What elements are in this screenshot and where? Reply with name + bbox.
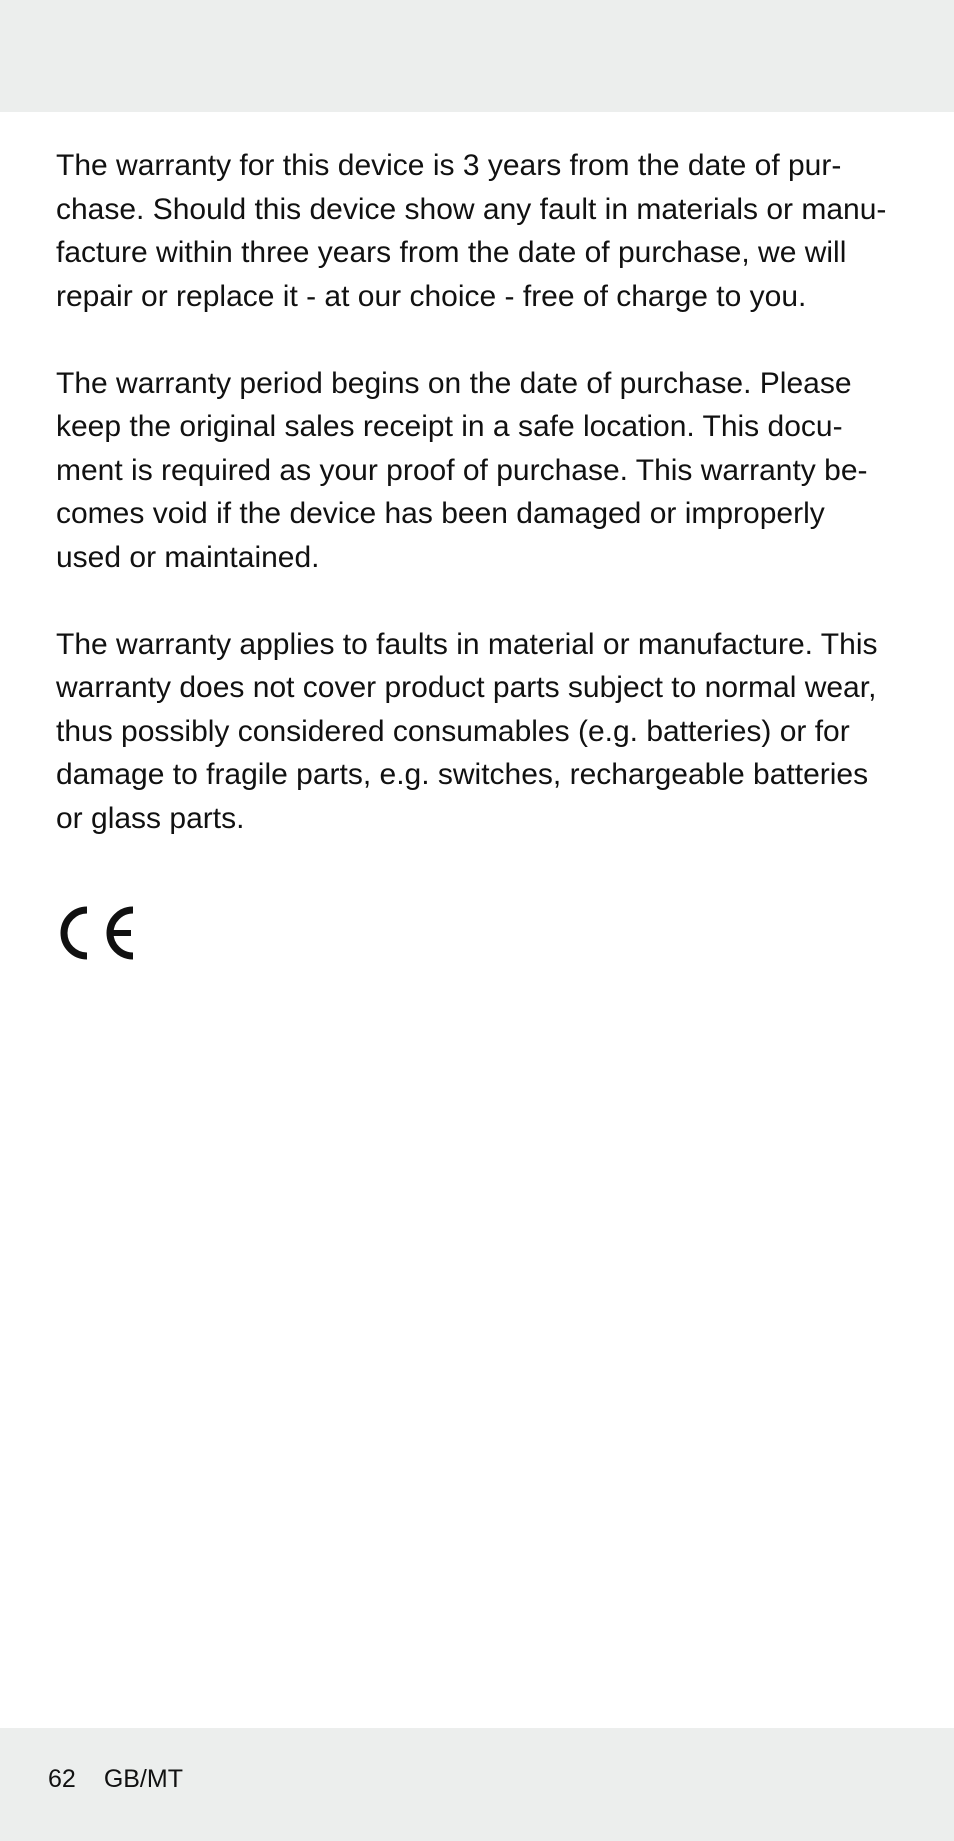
header-band [0,0,954,112]
text-line: repair or replace it - at our choice - free of charge to you. [56,279,807,313]
text-line: thus possibly considered consumables (e.g. batteries) or for [56,714,850,748]
text-line: ment is required as your proof of purchase. This warranty be- [56,453,868,487]
warranty-paragraph-coverage [56,623,916,841]
ce-mark-icon [56,904,136,962]
text-line: The warranty period begins on the date of purchase. Please [56,366,852,400]
text-line: used or maintained. [56,540,320,574]
warranty-text [56,144,916,840]
text-line: chase. Should this device show any fault in materials or manu- [56,192,887,226]
language-code: GB/MT [103,1765,183,1793]
text-line: warranty does not cover product parts subject to normal wear, [56,671,877,704]
text-line: The warranty applies to faults in material or manufacture. This [56,627,878,661]
text-line: keep the original sales receipt in a safe location. This docu- [56,410,843,443]
warranty-paragraph-duration [56,144,916,318]
text-line: facture within three years from the date of purchase, we will [56,236,847,269]
text-line: damage to fragile parts, e.g. switches, rechargeable batteries [56,758,869,791]
page-footer [48,1764,183,1794]
text-line: or glass parts. [56,801,245,835]
warranty-paragraph-period [56,362,916,580]
text-line: comes void if the device has been damaged or improperly [56,497,825,530]
text-line: The warranty for this device is 3 years from the date of pur- [56,149,842,182]
page-number: 62 [48,1765,76,1793]
